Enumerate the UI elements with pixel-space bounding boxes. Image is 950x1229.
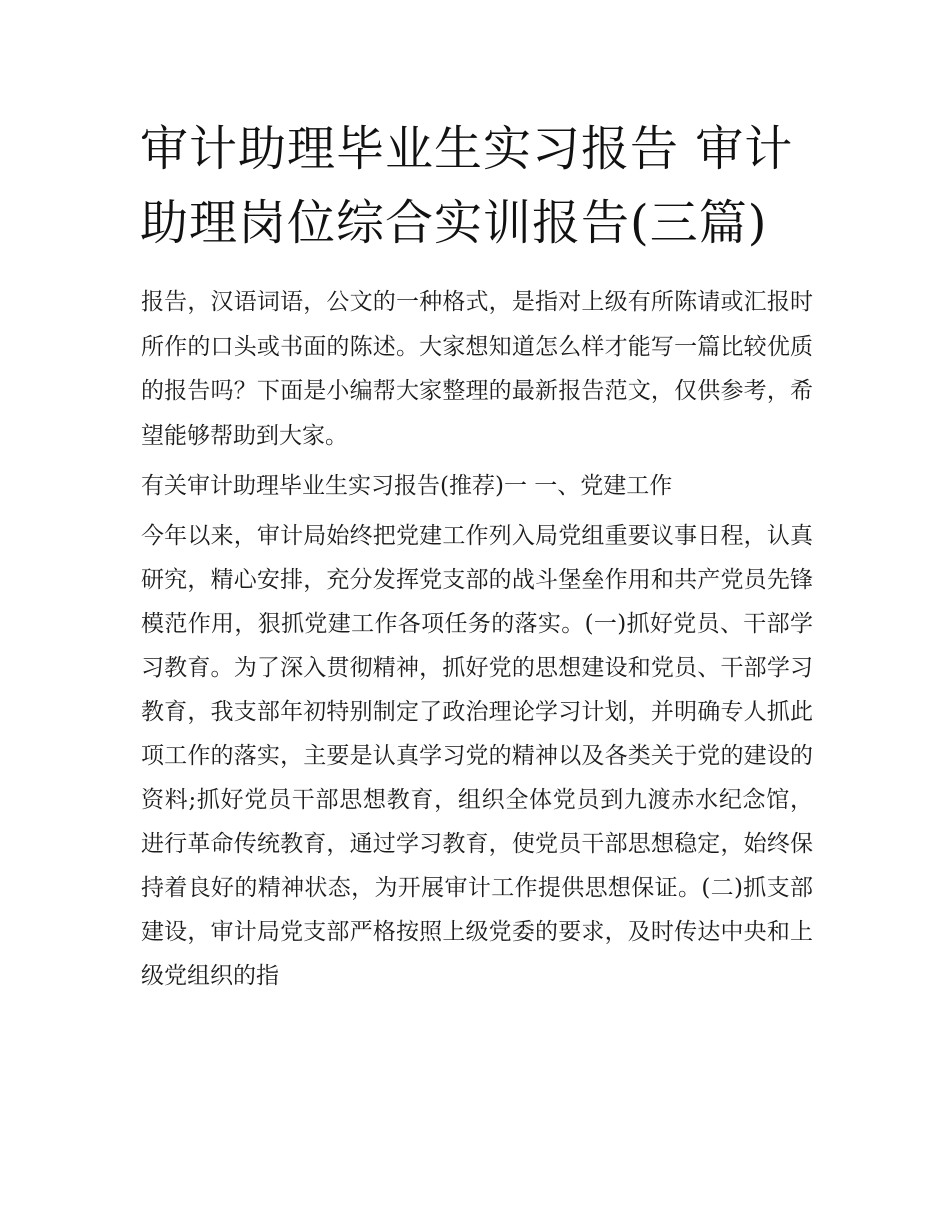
intro-paragraph: 报告，汉语词语，公文的一种格式，是指对上级有所陈请或汇报时所作的口头或书面的陈述。大家想知道怎么样才能写一篇比较优质的报告吗？下面是小编帮大家整理的最新报告范文，仅供参考，希望能够帮助到大家。	[141, 289, 813, 449]
document-title: 审计助理毕业生实习报告 审计助理岗位综合实训报告(三篇)	[140, 121, 794, 251]
section-heading: 有关审计助理毕业生实习报告(推荐)一 一、党建工作	[141, 473, 673, 499]
body-paragraph: 今年以来，审计局始终把党建工作列入局党组重要议事日程，认真研究，精心安排，充分发挥党支部的战斗堡垒作用和共产党员先锋模范作用，狠抓党建工作各项任务的落实。(一)抓好党员、干部学习教育。为了深入贯彻精神，抓好党的思想建设和党员、干部学习教育，我支部年初特别制定了政治理论学习计划，并明确专人抓此项工作的落实，主要是认真学习党的精神以及各类关于党的建设的资料;抓好党员干部思想教育，组织全体党员到九渡赤水纪念馆，进行革命传统教育，通过学习教育，使党员干部思想稳定，始终保持着良好的精神状态，为开展审计工作提供思想保证。(二)抓支部建设，审计局党支部严格按照上级党委的要求，及时传达中央和上级党组织的指	[141, 523, 813, 989]
document-body	[141, 280, 813, 998]
